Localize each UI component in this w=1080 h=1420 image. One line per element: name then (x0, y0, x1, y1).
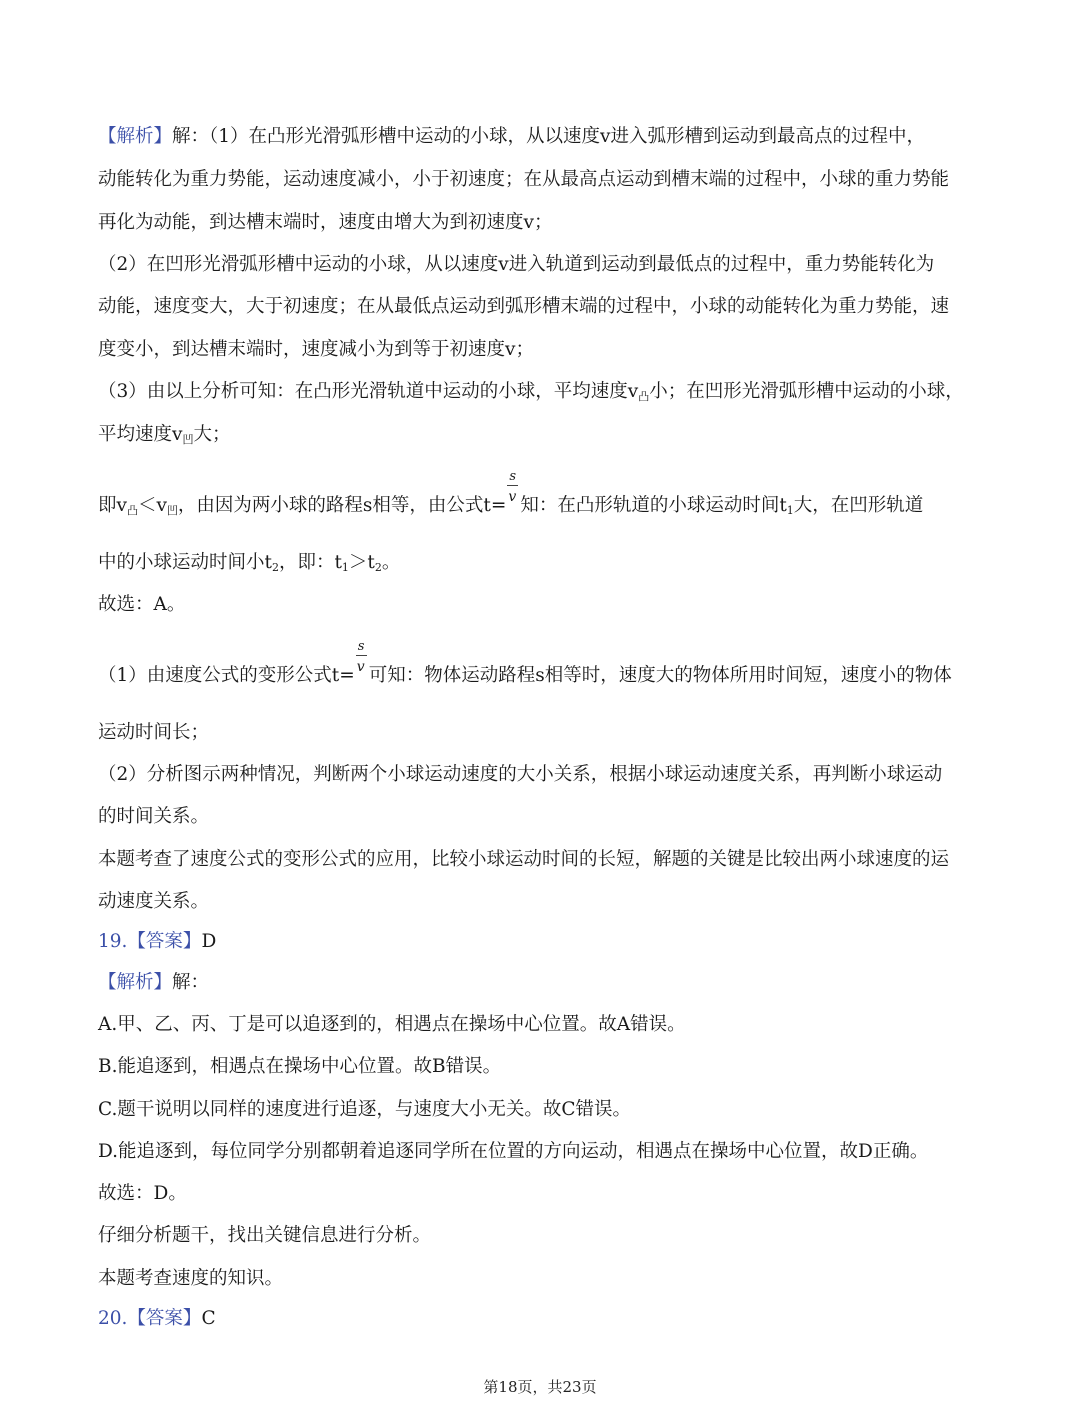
paragraph-line: （2）分析图示两种情况，判断两个小球运动速度的大小关系，根据小球运动速度关系，再判断小球运动 (98, 764, 943, 785)
paragraph-line: 即$v_凸<v_凹$，由因为两小球的路程s相等，由公式t= $\frac{s}{v}$ 知：在凸形轨道的小球运动时间$t_1$大，在凹形轨道 (98, 491, 988, 526)
paragraph-line: 再化为动能，到达槽末端时，速度由增大为到初速度v； (98, 212, 553, 233)
paragraph-line: 仔细分析题干，找出关键信息进行分析。 (98, 1225, 432, 1246)
paragraph-line: 动速度关系。 (98, 891, 210, 912)
paragraph-line: 【解析】解：（1）在凸形光滑弧形槽中运动的小球，从以速度v进入弧形槽到运动到最高点的过程中， (98, 126, 925, 147)
paragraph-line: （2）在凹形光滑弧形槽中运动的小球，从以速度v进入轨道到运动到最低点的过程中，重力势能转化为 (98, 254, 935, 275)
paragraph-line: 本题考查了速度公式的变形公式的应用，比较小球运动时间的长短，解题的关键是比较出两小球速度的运 (98, 849, 950, 870)
fraction-s-over-v: $\frac{s}{v}$ (506, 491, 520, 521)
paragraph-line: 度变小，到达槽末端时，速度减小为到等于初速度v； (98, 339, 534, 360)
option-b-explanation: B.能追逐到，相遇点在操场中心位置。故B错误。 (98, 1056, 502, 1077)
page-footer: 第18页，共23页 (483, 1378, 597, 1396)
question-19-analysis: 【解析】解： (98, 972, 210, 993)
paragraph-line: （3）由以上分析可知：在凸形光滑轨道中运动的小球，平均速度$v_凸$小；在凹形光滑弧形槽中运动的小球， (98, 381, 964, 403)
paragraph-line: 动能，速度变大，大于初速度；在从最低点运动到弧形槽末端的过程中，小球的动能转化为重力势能，速 (98, 296, 950, 317)
option-a-explanation: A.甲、乙、丙、丁是可以追逐到的，相遇点在操场中心位置。故A错误。 (98, 1014, 686, 1035)
jiexi-tag: 【解析】 (98, 126, 173, 147)
paragraph-line: （1）由速度公式的变形公式t= $\frac{s}{v}$ 可知：物体运动路程s相等时，速度大的物体所用时间短，速度小的物体 (98, 661, 988, 691)
paragraph-line: 运动时间长； (98, 722, 210, 743)
question-20-answer: 20.【答案】C (98, 1308, 216, 1329)
paragraph-line: 的时间关系。 (98, 806, 210, 827)
option-c-explanation: C.题干说明以同样的速度进行追逐，与速度大小无关。故C错误。 (98, 1099, 632, 1120)
question-19-answer: 19.【答案】D (98, 931, 217, 952)
paragraph-line: 故选：D。 (98, 1183, 187, 1204)
fraction-s-over-v: $\frac{s}{v}$ (355, 661, 369, 691)
paragraph-line: 平均速度$v_凹$大； (98, 424, 231, 446)
paragraph-line: 本题考查速度的知识。 (98, 1268, 284, 1289)
option-d-explanation: D.能追逐到，每位同学分别都朝着追逐同学所在位置的方向运动，相遇点在操场中心位置，故D正确。 (98, 1141, 929, 1162)
paragraph-line: 动能转化为重力势能，运动速度减小，小于初速度；在从最高点运动到槽末端的过程中，小球的重力势能 (98, 169, 950, 190)
paragraph-line: 中的小球运动时间小$t_2$，即：$t_1>t_2$。 (98, 552, 401, 574)
paragraph-line: 故选：A。 (98, 594, 186, 615)
